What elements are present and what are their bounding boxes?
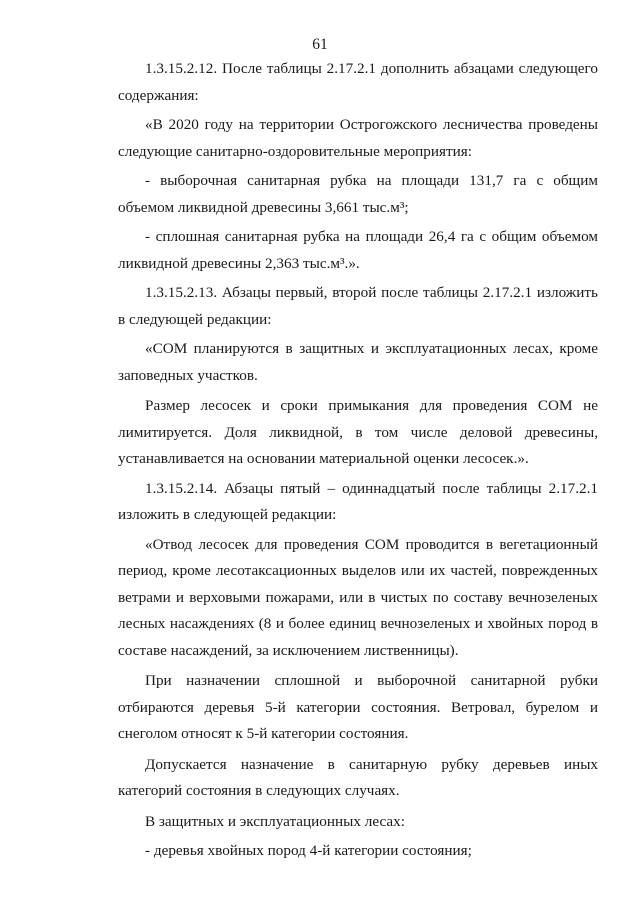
paragraph-coniferous-trees: - деревья хвойных пород 4-й категории состояния; (145, 842, 472, 859)
paragraph-2020-intro: «В 2020 году на территории Острогожского лесничества проведены следующие санитарно-оздоровительные мероприятия: (118, 116, 598, 160)
paragraph-clear-felling: - сплошная санитарная рубка на площади 26,4 га с общим объемом ликвидной древесины 2,363 тыс.м³.». (118, 228, 598, 272)
paragraph-selective-felling: - выборочная санитарная рубка на площади 131,7 га с общим объемом ликвидной древесины 3,661 тыс.м³; (118, 172, 598, 216)
paragraph-cutting-allotment: «Отвод лесосек для проведения СОМ проводится в вегетационный период, кроме лесотаксационных выделов или их частей, поврежденных ветрами и верховыми пожарами, или в чистых по составу вечнозеленых лесных насаждениях (8 и более единиц вечнозеленых и хвойных пород в составе насаждений, за исключением лиственницы). (118, 535, 598, 659)
page-number: 61 (312, 36, 328, 53)
paragraph-other-categories: Допускается назначение в санитарную рубку деревьев иных категорий состояния в следующих случаях. (118, 755, 598, 799)
paragraph-1-3-15-2-14: 1.3.15.2.14. Абзацы пятый – одиннадцатый после таблицы 2.17.2.1 изложить в следующей редакции: (118, 479, 598, 523)
document-body (118, 56, 598, 865)
paragraph-1-3-15-2-13: 1.3.15.2.13. Абзацы первый, второй после таблицы 2.17.2.1 изложить в следующей редакции: (118, 284, 598, 328)
paragraph-protective-forests: В защитных и эксплуатационных лесах: (145, 812, 405, 830)
paragraph-som-planning: «СОМ планируются в защитных и эксплуатационных лесах, кроме заповедных участков. (118, 340, 598, 384)
paragraph-cutting-area-size: Размер лесосек и сроки примыкания для проведения СОМ не лимитируется. Доля ликвидной, в том числе деловой древесины, устанавливается на основании материальной оценки лесосек.». (118, 397, 598, 467)
paragraph-tree-selection: При назначении сплошной и выборочной санитарной рубки отбираются деревья 5-й категории состояния. Ветровал, бурелом и снеголом относят к 5-й категории состояния. (118, 672, 598, 742)
paragraph-1-3-15-2-12: 1.3.15.2.12. После таблицы 2.17.2.1 дополнить абзацами следующего содержания: (118, 60, 598, 104)
